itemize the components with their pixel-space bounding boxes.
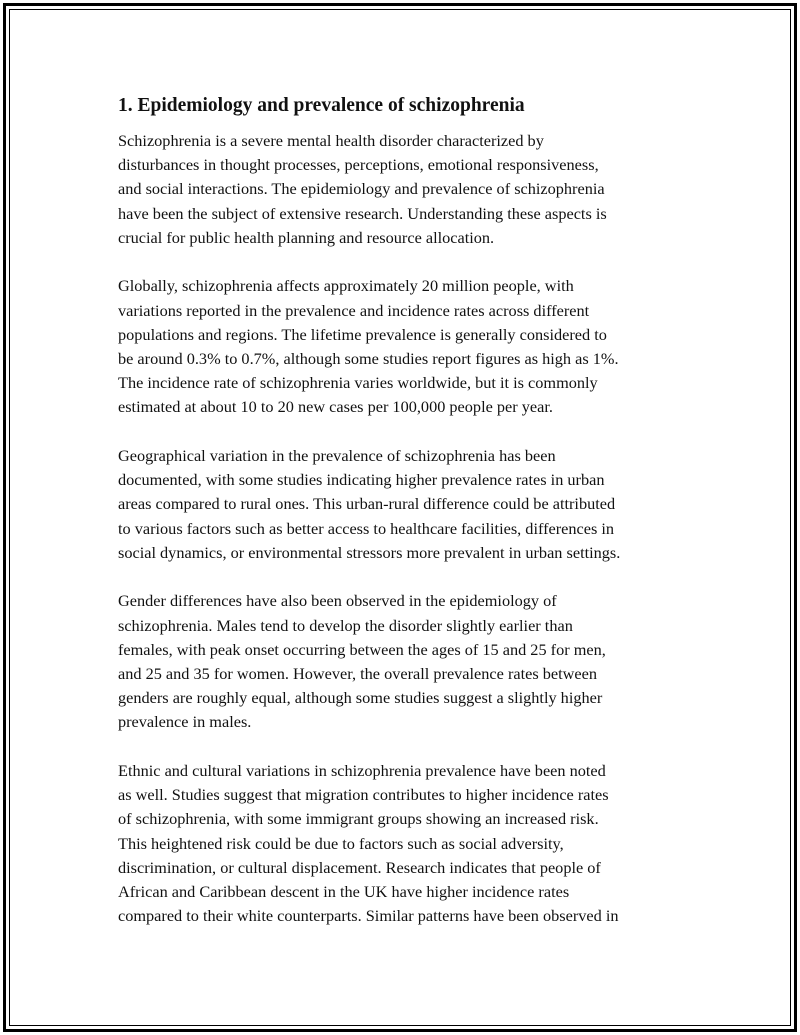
paragraph-line: African and Caribbean descent in the UK have higher incidence rates [118, 882, 570, 902]
paragraph-line: genders are roughly equal, although some studies suggest a slightly higher [118, 688, 603, 708]
paragraph-line: disturbances in thought processes, perceptions, emotional responsiveness, [118, 155, 599, 175]
document-body [118, 93, 698, 953]
paragraph-line: Globally, schizophrenia affects approximately 20 million people, with [118, 276, 574, 296]
paragraph [118, 274, 698, 419]
paragraph-line: estimated at about 10 to 20 new cases per 100,000 people per year. [118, 397, 553, 417]
paragraph-line: Ethnic and cultural variations in schizophrenia prevalence have been noted [118, 761, 606, 781]
paragraph-line: discrimination, or cultural displacement. Research indicates that people of [118, 857, 601, 877]
paragraph-line: Schizophrenia is a severe mental health disorder characterized by [118, 131, 544, 150]
paragraph-line: compared to their white counterparts. Similar patterns have been observed in [118, 906, 619, 926]
paragraph-line: populations and regions. The lifetime prevalence is generally considered to [118, 324, 607, 344]
section-title: 1. Epidemiology and prevalence of schizophrenia [118, 95, 525, 116]
paragraph-line: social dynamics, or environmental stressors more prevalent in urban settings. [118, 542, 621, 562]
paragraph-line: and 25 and 35 for women. However, the overall prevalence rates between [118, 664, 597, 684]
paragraph-line: This heightened risk could be due to factors such as social adversity, [118, 833, 564, 853]
paragraph-line: prevalence in males. [118, 712, 252, 732]
paragraph-line: crucial for public health planning and resource allocation. [118, 227, 495, 247]
paragraph-line: schizophrenia. Males tend to develop the disorder slightly earlier than [118, 615, 573, 635]
paragraph-line: variations reported in the prevalence and incidence rates across different [118, 300, 590, 320]
paragraph [118, 129, 698, 250]
paragraph-line: and social interactions. The epidemiology and prevalence of schizophrenia [118, 179, 605, 199]
paragraph-line: be around 0.3% to 0.7%, although some studies report figures as high as 1%. [118, 349, 619, 369]
paragraph [118, 759, 698, 928]
paragraph-line: Gender differences have also been observed in the epidemiology of [118, 591, 557, 611]
paragraph-list [118, 129, 698, 928]
paragraph-line: of schizophrenia, with some immigrant groups showing an increased risk. [118, 809, 599, 829]
paragraph-line: females, with peak onset occurring between the ages of 15 and 25 for men, [118, 639, 606, 659]
paragraph-line: documented, with some studies indicating higher prevalence rates in urban [118, 470, 605, 490]
paragraph-line: areas compared to rural ones. This urban-rural difference could be attributed [118, 494, 616, 514]
paragraph [118, 589, 698, 734]
paragraph-line: have been the subject of extensive research. Understanding these aspects is [118, 203, 607, 223]
paragraph [118, 444, 698, 565]
paragraph-line: as well. Studies suggest that migration contributes to higher incidence rates [118, 785, 609, 805]
paragraph-line: Geographical variation in the prevalence of schizophrenia has been [118, 446, 556, 466]
paragraph-line: to various factors such as better access to healthcare facilities, differences in [118, 518, 615, 538]
paragraph-line: The incidence rate of schizophrenia varies worldwide, but it is commonly [118, 373, 598, 393]
